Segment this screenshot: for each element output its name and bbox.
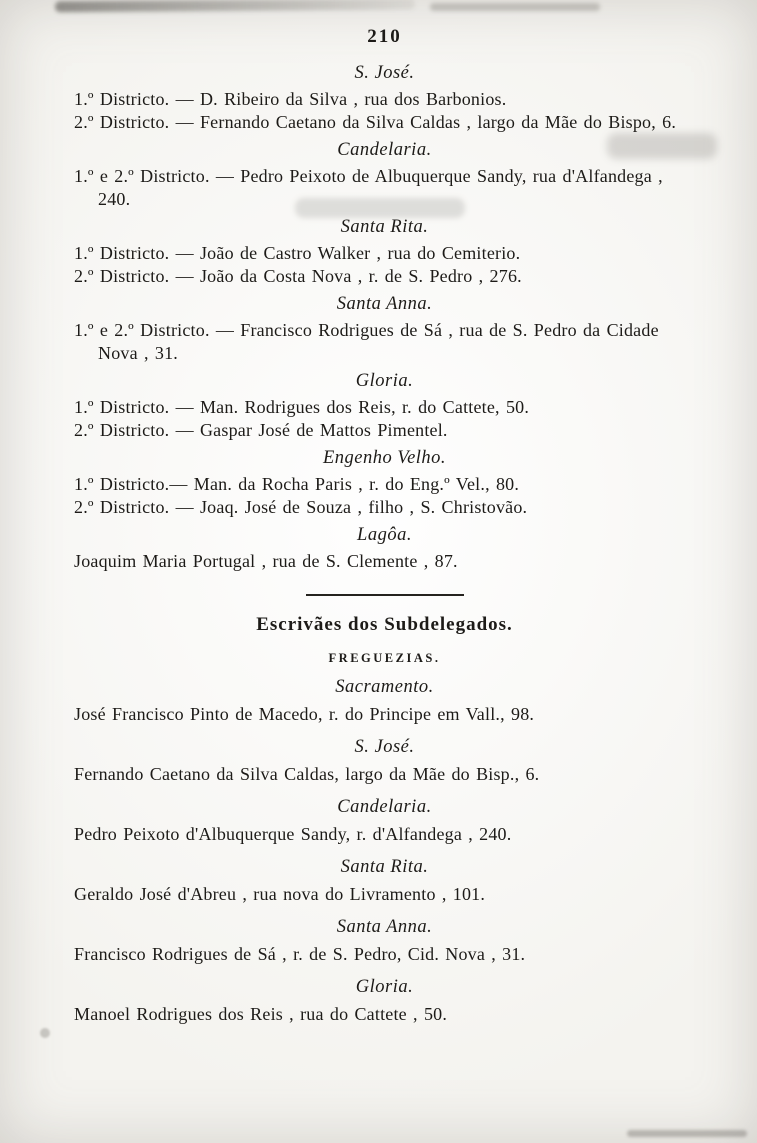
entry-line: 1.º Districto. — D. Ribeiro da Silva , rua dos Barbonios. bbox=[74, 89, 507, 109]
section-candelaria bbox=[74, 138, 695, 211]
section-santa-anna bbox=[74, 292, 695, 365]
section-gloria bbox=[74, 369, 695, 442]
section-heading: Sacramento. bbox=[335, 677, 434, 697]
scan-smudge-top bbox=[55, 0, 415, 12]
entry-line: 1.º e 2.º Districto. — Pedro Peixoto de Albuquerque Sandy, rua d'Alfandega , 240. bbox=[74, 166, 663, 209]
entry-line: 1.º Districto. — João de Castro Walker , rua do Cemiterio. bbox=[74, 243, 521, 263]
entry-line: 1.º Districto.— Man. da Rocha Paris , r. do Eng.º Vel., 80. bbox=[74, 474, 520, 494]
section-s-jose-2 bbox=[74, 735, 695, 787]
entry-line: Francisco Rodrigues de Sá , r. de S. Pedro, Cid. Nova , 31. bbox=[74, 944, 526, 964]
entry-line: 2.º Districto. — Gaspar José de Mattos Pimentel. bbox=[74, 420, 448, 440]
scan-smudge-top-right bbox=[430, 3, 600, 11]
section-heading: S. José. bbox=[354, 737, 415, 757]
section-gloria-2 bbox=[74, 975, 695, 1027]
section-candelaria-2 bbox=[74, 795, 695, 847]
section-heading: Santa Rita. bbox=[340, 857, 429, 877]
section-engenho-velho bbox=[74, 446, 695, 519]
separator-rule bbox=[306, 594, 464, 596]
entry-line: Manoel Rodrigues dos Reis , rua do Cattete , 50. bbox=[74, 1004, 448, 1024]
section-santa-rita bbox=[74, 215, 695, 288]
entry-line: Fernando Caetano da Silva Caldas, largo da Mãe do Bisp., 6. bbox=[74, 764, 540, 784]
entry-line: 1.º e 2.º Districto. — Francisco Rodrigues de Sá , rua de S. Pedro da Cidade Nova , 31. bbox=[74, 320, 659, 363]
freguezias-label: FREGUEZIAS. bbox=[328, 651, 441, 665]
entry-line: 2.º Districto. — Fernando Caetano da Silva Caldas , largo da Mãe do Bispo, 6. bbox=[74, 112, 677, 132]
page-number: 210 bbox=[367, 26, 402, 47]
scan-speck bbox=[40, 1028, 50, 1038]
section-lagoa bbox=[74, 523, 695, 573]
entry-line: Geraldo José d'Abreu , rua nova do Livramento , 101. bbox=[74, 884, 486, 904]
section-santa-anna-2 bbox=[74, 915, 695, 967]
entry-line: 1.º Districto. — Man. Rodrigues dos Reis, r. do Cattete, 50. bbox=[74, 397, 530, 417]
section-heading: Gloria. bbox=[355, 371, 414, 391]
entry-line: 2.º Districto. — Joaq. José de Souza , filho , S. Christovão. bbox=[74, 497, 528, 517]
escrivaes-title: Escrivães dos Subdelegados. bbox=[256, 614, 513, 635]
section-heading: Lagôa. bbox=[357, 525, 412, 545]
districts-list bbox=[74, 61, 695, 573]
section-heading: Santa Anna. bbox=[336, 917, 433, 937]
entry-line: José Francisco Pinto de Macedo, r. do Principe em Vall., 98. bbox=[74, 704, 535, 724]
section-heading: Engenho Velho. bbox=[322, 448, 447, 468]
section-heading: S. José. bbox=[354, 63, 415, 83]
entry-line: Joaquim Maria Portugal , rua de S. Clemente , 87. bbox=[74, 551, 458, 571]
section-heading: Gloria. bbox=[355, 977, 414, 997]
entry-line: 2.º Districto. — João da Costa Nova , r. de S. Pedro , 276. bbox=[74, 266, 522, 286]
entry-line: Pedro Peixoto d'Albuquerque Sandy, r. d'Alfandega , 240. bbox=[74, 824, 512, 844]
escrivaes-list bbox=[74, 613, 695, 1027]
section-heading: Santa Rita. bbox=[340, 217, 429, 237]
section-santa-rita-2 bbox=[74, 855, 695, 907]
section-s-jose bbox=[74, 61, 695, 134]
section-heading: Candelaria. bbox=[337, 797, 432, 817]
section-heading: Santa Anna. bbox=[336, 294, 433, 314]
section-sacramento bbox=[74, 675, 695, 727]
scan-smudge-bottom bbox=[627, 1130, 747, 1137]
section-heading: Candelaria. bbox=[337, 140, 432, 160]
